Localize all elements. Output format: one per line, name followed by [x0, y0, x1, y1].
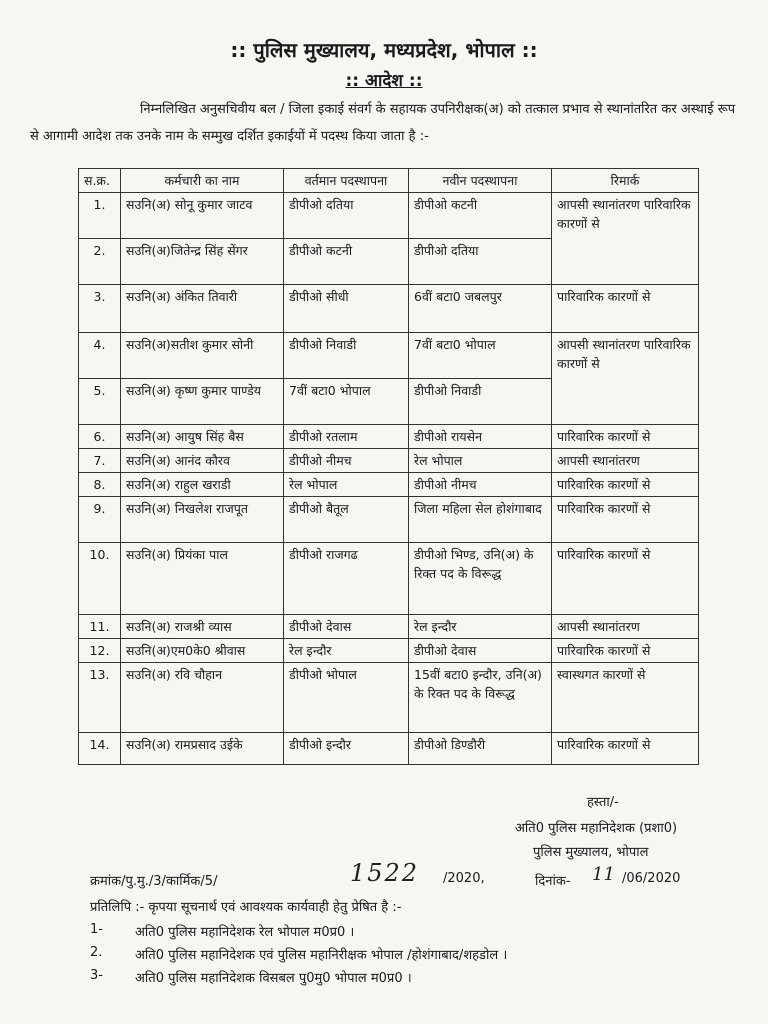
row-serial: 12.: [79, 639, 121, 663]
row-current-posting: डीपीओ राजगढ: [284, 543, 409, 615]
row-new-posting: डीपीओ डिण्डौरी: [409, 733, 552, 765]
reference-year: /2020,: [443, 871, 485, 886]
table-row: [79, 497, 699, 543]
header-current-posting: वर्तमान पदस्थापना: [284, 169, 409, 193]
table-row: [79, 425, 699, 449]
row-serial: 6.: [79, 425, 121, 449]
row-current-posting: रेल इन्दौर: [284, 639, 409, 663]
row-serial: 2.: [79, 239, 121, 285]
row-serial: 5.: [79, 379, 121, 425]
row-new-posting: डीपीओ कटनी: [409, 193, 552, 239]
row-serial: 7.: [79, 449, 121, 473]
table-row: [79, 639, 699, 663]
header-serial: स.क्र.: [79, 169, 121, 193]
header-name: कर्मचारी का नाम: [121, 169, 284, 193]
row-name: सउनि(अ) अंकित तिवारी: [121, 285, 284, 333]
row-serial: 8.: [79, 473, 121, 497]
row-new-posting: डीपीओ दतिया: [409, 239, 552, 285]
row-remark: आपसी स्थानांतरण: [552, 615, 699, 639]
row-new-posting: डीपीओ निवाडी: [409, 379, 552, 425]
date-label: दिनांक-: [535, 874, 571, 889]
row-serial: 4.: [79, 333, 121, 379]
copy-item-number: 3-: [90, 968, 103, 983]
order-title: [0, 68, 768, 91]
table-row: [79, 333, 699, 379]
row-name: सउनि(अ) आयुष सिंह बैस: [121, 425, 284, 449]
row-name: सउनि(अ) राजश्री व्यास: [121, 615, 284, 639]
table-row: [79, 615, 699, 639]
row-current-posting: डीपीओ बैतूल: [284, 497, 409, 543]
table-row: [79, 285, 699, 333]
row-name: सउनि(अ) आनंद कौरव: [121, 449, 284, 473]
table-row: [79, 449, 699, 473]
row-remark: पारिवारिक कारणों से: [552, 543, 699, 615]
row-current-posting: डीपीओ दतिया: [284, 193, 409, 239]
row-serial: 9.: [79, 497, 121, 543]
row-name: सउनि(अ)जितेन्द्र सिंह सेंगर: [121, 239, 284, 285]
copy-item-number: 1-: [90, 922, 103, 937]
table-row: [79, 473, 699, 497]
order-intro: [30, 96, 740, 150]
row-current-posting: डीपीओ कटनी: [284, 239, 409, 285]
row-remark: पारिवारिक कारणों से: [552, 425, 699, 449]
copy-item-number: 2.: [90, 945, 103, 960]
copy-item-text: अति0 पुलिस महानिदेशक एवं पुलिस महानिरीक्षक भोपाल /होशंगाबाद/शहडोल ।: [135, 948, 508, 963]
row-remark: आपसी स्थानांतरण पारिवारिक कारणों से: [552, 333, 699, 425]
row-remark: पारिवारिक कारणों से: [552, 497, 699, 543]
row-remark: आपसी स्थानांतरण पारिवारिक कारणों से: [552, 193, 699, 285]
row-remark: पारिवारिक कारणों से: [552, 733, 699, 765]
row-name: सउनि(अ) रामप्रसाद उईके: [121, 733, 284, 765]
row-remark: पारिवारिक कारणों से: [552, 639, 699, 663]
row-serial: 3.: [79, 285, 121, 333]
row-current-posting: डीपीओ नीमच: [284, 449, 409, 473]
row-serial: 14.: [79, 733, 121, 765]
row-serial: 13.: [79, 663, 121, 733]
row-new-posting: रेल इन्दौर: [409, 615, 552, 639]
signatory-designation: अति0 पुलिस महानिदेशक (प्रशा0): [515, 821, 678, 836]
row-new-posting: डीपीओ भिण्ड, उनि(अ) के रिक्त पद के विरूद्ध: [409, 543, 552, 615]
row-remark: आपसी स्थानांतरण: [552, 449, 699, 473]
row-current-posting: रेल भोपाल: [284, 473, 409, 497]
signatory-office: पुलिस मुख्यालय, भोपाल: [533, 845, 649, 860]
row-name: सउनि(अ) कृष्ण कुमार पाण्डेय: [121, 379, 284, 425]
table-row: [79, 663, 699, 733]
row-serial: 1.: [79, 193, 121, 239]
table-row: [79, 543, 699, 615]
row-name: सउनि(अ) सोनू कुमार जाटव: [121, 193, 284, 239]
row-new-posting: डीपीओ देवास: [409, 639, 552, 663]
row-new-posting: 7वीं बटा0 भोपाल: [409, 333, 552, 379]
row-remark: स्वास्थगत कारणों से: [552, 663, 699, 733]
row-name: सउनि(अ)एम0के0 श्रीवास: [121, 639, 284, 663]
row-new-posting: जिला महिला सेल होशंगाबाद: [409, 497, 552, 543]
row-serial: 11.: [79, 615, 121, 639]
order-title-text: :: आदेश ::: [345, 71, 423, 91]
row-current-posting: डीपीओ रतलाम: [284, 425, 409, 449]
copy-item-text: अति0 पुलिस महानिदेशक रेल भोपाल म0प्र0 ।: [135, 925, 355, 940]
row-new-posting: 6वीं बटा0 जबलपुर: [409, 285, 552, 333]
row-current-posting: डीपीओ सीधी: [284, 285, 409, 333]
row-new-posting: डीपीओ नीमच: [409, 473, 552, 497]
row-name: सउनि(अ) प्रियंका पाल: [121, 543, 284, 615]
row-current-posting: डीपीओ इन्दौर: [284, 733, 409, 765]
row-current-posting: डीपीओ देवास: [284, 615, 409, 639]
row-name: सउनि(अ) निखलेश राजपूत: [121, 497, 284, 543]
date-day: 11: [592, 864, 615, 885]
row-new-posting: डीपीओ रायसेन: [409, 425, 552, 449]
row-current-posting: डीपीओ निवाडी: [284, 333, 409, 379]
table-header-row: [79, 169, 699, 193]
transfer-table: [78, 168, 699, 765]
reference-prefix: क्रमांक/पु.मु./3/कार्मिक/5/: [90, 874, 218, 889]
signed-mark: हस्ता/-: [587, 795, 619, 810]
reference-number: 1522: [350, 859, 420, 887]
row-name: सउनि(अ) रवि चौहान: [121, 663, 284, 733]
table-row: [79, 733, 699, 765]
row-name: सउनि(अ)सतीश कुमार सोनी: [121, 333, 284, 379]
row-remark: पारिवारिक कारणों से: [552, 473, 699, 497]
row-new-posting: रेल भोपाल: [409, 449, 552, 473]
row-current-posting: डीपीओ भोपाल: [284, 663, 409, 733]
row-current-posting: 7वीं बटा0 भोपाल: [284, 379, 409, 425]
date-month-year: /06/2020: [622, 871, 681, 886]
office-heading: :: पुलिस मुख्यालय, मध्यप्रदेश, भोपाल ::: [230, 38, 538, 62]
row-serial: 10.: [79, 543, 121, 615]
copy-intro: प्रतिलिपि :- कृपया सूचनार्थ एवं आवश्यक कार्यवाही हेतु प्रेषित है :-: [90, 900, 402, 915]
row-remark: पारिवारिक कारणों से: [552, 285, 699, 333]
row-new-posting: 15वीं बटा0 इन्दौर, उनि(अ) के रिक्त पद के विरूद्ध: [409, 663, 552, 733]
header-remark: रिमार्क: [552, 169, 699, 193]
copy-item-text: अति0 पुलिस महानिदेशक विसबल पु0मु0 भोपाल म0प्र0 ।: [135, 971, 412, 986]
table-row: [79, 193, 699, 239]
header-new-posting: नवीन पदस्थापना: [409, 169, 552, 193]
intro-text: निम्नलिखित अनुसचिवीय बल / जिला इकाई संवर्ग के सहायक उपनिरीक्षक(अ) को तत्काल प्रभाव से स्थानांतरित कर अस्थाई रूप से आगामी आदेश तक उनके नाम के सम्मुख दर्शित इकाईयों में पदस्थ किया जाता है :-: [30, 102, 736, 144]
row-name: सउनि(अ) राहुल खराडी: [121, 473, 284, 497]
